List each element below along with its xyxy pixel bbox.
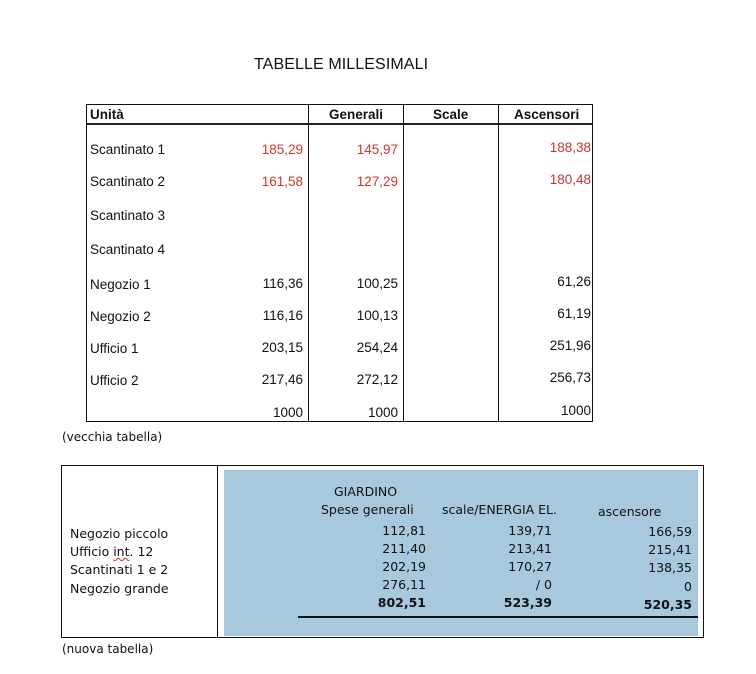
cell-scale: 139,71 — [508, 523, 552, 538]
new-table-caption: (nuova tabella) — [62, 642, 154, 656]
cell-ascensore: 166,59 — [648, 524, 692, 539]
cell-generali: 202,19 — [382, 559, 426, 574]
column-divider — [308, 105, 309, 421]
cell-ascensori: 61,26 — [557, 274, 591, 289]
cell-generali: 185,29 — [261, 142, 303, 157]
cell-ascensori: 180,48 — [549, 172, 591, 187]
cell-generali: 116,16 — [262, 308, 303, 323]
total-generali: 1000 — [272, 405, 303, 420]
total-scale: 523,39 — [503, 595, 552, 610]
header-giardino: GIARDINO — [334, 484, 398, 499]
cell-generali: 203,15 — [261, 340, 303, 355]
new-row-label: Ufficio int. 12 — [70, 544, 154, 559]
cell-scale: 170,27 — [508, 559, 552, 574]
column-divider — [403, 105, 404, 421]
cell-scale: 213,41 — [508, 541, 552, 556]
column-divider — [217, 466, 218, 637]
row-label: Negozio 1 — [90, 277, 151, 292]
total-ascensore: 520,35 — [643, 597, 692, 612]
header-scale-energia: scale/ENERGIA EL. — [442, 502, 557, 517]
row-label: Negozio 2 — [90, 309, 151, 324]
cell-scale: 127,29 — [356, 174, 398, 189]
total-scale: 1000 — [367, 405, 398, 420]
cell-ascensori: 188,38 — [549, 140, 591, 155]
cell-generali: 211,40 — [382, 541, 426, 556]
cell-scale: 100,13 — [356, 308, 398, 323]
column-divider — [498, 105, 499, 421]
old-millesimal-table — [86, 104, 593, 422]
cell-generali: 217,46 — [261, 372, 303, 387]
cell-scale: 272,12 — [356, 372, 398, 387]
cell-ascensori: 61,19 — [557, 306, 591, 321]
header-ascensori: Ascensori — [514, 107, 580, 122]
row-label: Scantinato 4 — [90, 242, 166, 257]
header-generali: Generali — [329, 107, 384, 122]
cell-scale: / 0 — [535, 577, 552, 592]
cell-scale: 145,97 — [356, 142, 398, 157]
cell-ascensori: 256,73 — [549, 370, 591, 385]
cell-ascensore: 215,41 — [648, 542, 692, 557]
new-row-label: Negozio grande — [70, 581, 169, 596]
new-row-label: Scantinati 1 e 2 — [70, 562, 169, 577]
total-ascensori: 1000 — [560, 403, 591, 418]
cell-scale: 254,24 — [356, 340, 398, 355]
row-label: Ufficio 2 — [90, 373, 139, 388]
new-row-label: Negozio piccolo — [70, 526, 169, 541]
cell-ascensore: 138,35 — [648, 560, 692, 575]
row-label: Scantinato 2 — [90, 174, 166, 189]
cell-scale: 100,25 — [356, 276, 398, 291]
cell-generali: 116,36 — [262, 276, 303, 291]
totals-rule — [298, 616, 698, 618]
header-unita: Unità — [90, 107, 124, 122]
cell-generali: 161,58 — [261, 174, 303, 189]
cell-ascensori: 251,96 — [549, 338, 591, 353]
row-label: Scantinato 3 — [90, 208, 166, 223]
header-spese-generali: Spese generali — [321, 502, 414, 517]
page-title: TABELLE MILLESIMALI — [254, 56, 429, 73]
header-ascensore: ascensore — [598, 504, 662, 519]
old-table-caption: (vecchia tabella) — [62, 430, 163, 444]
row-label: Ufficio 1 — [90, 341, 139, 356]
cell-ascensore: 0 — [684, 579, 692, 594]
cell-generali: 276,11 — [382, 577, 426, 592]
header-scale: Scale — [433, 107, 469, 122]
total-generali: 802,51 — [377, 595, 426, 610]
cell-generali: 112,81 — [382, 523, 426, 538]
new-millesimal-table — [61, 465, 704, 638]
row-label: Scantinato 1 — [90, 142, 166, 157]
